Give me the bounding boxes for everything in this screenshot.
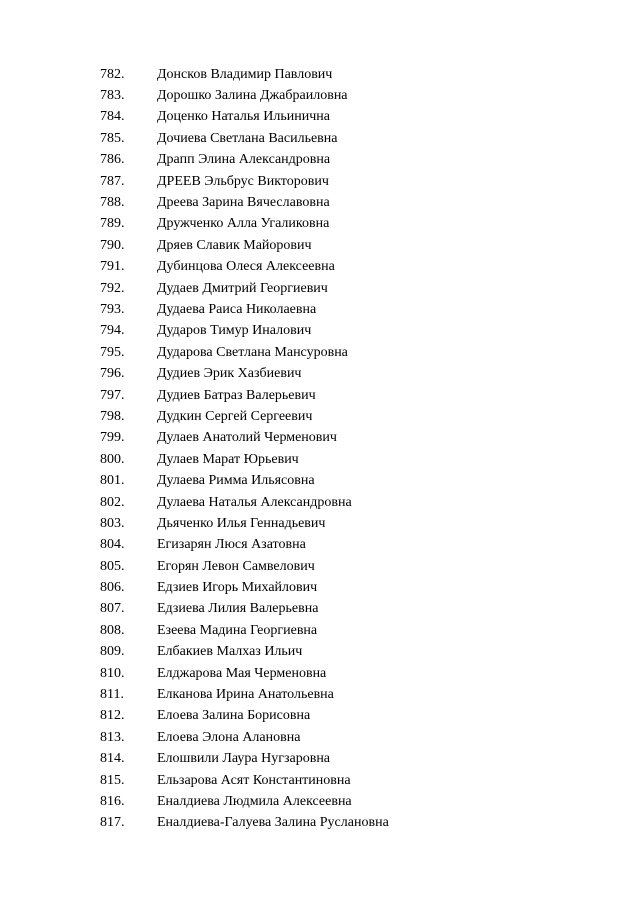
person-name: Дудаева Раиса Николаевна (157, 301, 317, 317)
person-name: Донсков Владимир Павлович (157, 66, 333, 82)
list-item (100, 299, 389, 320)
list-item (100, 257, 389, 278)
entry-number: 798. (100, 408, 125, 424)
person-name: Драпп Элина Александровна (157, 152, 331, 168)
list-item (100, 620, 389, 641)
list-item (100, 85, 389, 106)
entry-number: 785. (100, 130, 125, 146)
list-item (100, 684, 389, 705)
person-name: Дударов Тимур Иналович (157, 323, 312, 339)
person-name: Дударова Светлана Мансуровна (157, 344, 348, 360)
list-item (100, 192, 389, 213)
person-name: Доценко Наталья Ильинична (157, 109, 330, 125)
entry-number: 784. (100, 109, 125, 125)
entry-number: 793. (100, 301, 125, 317)
entry-number: 811. (100, 687, 124, 703)
entry-number: 801. (100, 473, 125, 489)
entry-number: 806. (100, 580, 125, 596)
list-item (100, 171, 389, 192)
entry-number: 783. (100, 88, 125, 104)
person-name: Езеева Мадина Георгиевна (157, 622, 318, 638)
entry-number: 788. (100, 195, 125, 211)
list-item (100, 321, 389, 342)
list-item (100, 428, 389, 449)
entry-number: 796. (100, 366, 125, 382)
entry-number: 790. (100, 237, 125, 253)
entry-number: 805. (100, 558, 125, 574)
list-item (100, 535, 389, 556)
person-name: Едзиева Лилия Валерьевна (157, 601, 319, 617)
person-name: Дудкин Сергей Сергеевич (157, 408, 313, 424)
list-item (100, 706, 389, 727)
list-item (100, 577, 389, 598)
entry-number: 792. (100, 280, 125, 296)
entry-number: 810. (100, 665, 125, 681)
list-item (100, 107, 389, 128)
entry-number: 800. (100, 451, 125, 467)
person-name: Ельзарова Асят Константиновна (157, 772, 351, 788)
person-name: Елоева Элона Алановна (157, 729, 301, 745)
entry-number: 789. (100, 216, 125, 232)
person-name: Дулаев Анатолий Черменович (157, 430, 337, 446)
list-item (100, 128, 389, 149)
person-name: Дудиев Эрик Хазбиевич (157, 366, 302, 382)
list-item (100, 406, 389, 427)
person-name: Дулаев Марат Юрьевич (157, 451, 299, 467)
entry-number: 797. (100, 387, 125, 403)
list-item (100, 385, 389, 406)
name-list (100, 64, 389, 834)
person-name: Дреева Зарина Вячеславовна (157, 195, 330, 211)
entry-number: 794. (100, 323, 125, 339)
entry-number: 816. (100, 793, 125, 809)
person-name: ДРЕЕВ Эльбрус Викторович (157, 173, 329, 189)
person-name: Дряев Славик Майорович (157, 237, 312, 253)
person-name: Дьяченко Илья Геннадьевич (157, 515, 326, 531)
person-name: Дулаева Наталья Александровна (157, 494, 352, 510)
entry-number: 787. (100, 173, 125, 189)
entry-number: 815. (100, 772, 125, 788)
entry-number: 799. (100, 430, 125, 446)
person-name: Дочиева Светлана Васильевна (157, 130, 338, 146)
entry-number: 786. (100, 152, 125, 168)
entry-number: 812. (100, 708, 125, 724)
entry-number: 802. (100, 494, 125, 510)
person-name: Дудаев Дмитрий Георгиевич (157, 280, 328, 296)
list-item (100, 556, 389, 577)
person-name: Елошвили Лаура Нугзаровна (157, 751, 331, 767)
person-name: Егорян Левон Самвелович (157, 558, 315, 574)
list-item (100, 278, 389, 299)
entry-number: 807. (100, 601, 125, 617)
list-item (100, 599, 389, 620)
list-item (100, 492, 389, 513)
list-item (100, 663, 389, 684)
person-name: Елбакиев Малхаз Ильич (157, 644, 303, 660)
list-item (100, 342, 389, 363)
person-name: Егизарян Люся Азатовна (157, 537, 306, 553)
list-item (100, 749, 389, 770)
entry-number: 817. (100, 815, 125, 831)
list-item (100, 513, 389, 534)
entry-number: 813. (100, 729, 125, 745)
list-item (100, 363, 389, 384)
person-name: Еналдиева Людмила Алексеевна (157, 793, 352, 809)
list-item (100, 791, 389, 812)
entry-number: 791. (100, 259, 125, 275)
list-item (100, 470, 389, 491)
entry-number: 814. (100, 751, 125, 767)
entry-number: 809. (100, 644, 125, 660)
entry-number: 795. (100, 344, 125, 360)
person-name: Дорошко Залина Джабраиловна (157, 88, 348, 104)
list-item (100, 727, 389, 748)
person-name: Едзиев Игорь Михайлович (157, 580, 318, 596)
person-name: Дулаева Римма Ильясовна (157, 473, 315, 489)
person-name: Дружченко Алла Угаликовна (157, 216, 330, 232)
list-item (100, 214, 389, 235)
person-name: Дудиев Батраз Валерьевич (157, 387, 316, 403)
entry-number: 808. (100, 622, 125, 638)
person-name: Дубинцова Олеся Алексеевна (157, 259, 335, 275)
person-name: Елканова Ирина Анатольевна (157, 687, 334, 703)
entry-number: 782. (100, 66, 125, 82)
list-item (100, 150, 389, 171)
list-item (100, 235, 389, 256)
list-item (100, 64, 389, 85)
person-name: Еналдиева-Галуева Залина Руслановна (157, 815, 389, 831)
list-item (100, 770, 389, 791)
entry-number: 804. (100, 537, 125, 553)
list-item (100, 642, 389, 663)
list-item (100, 813, 389, 834)
entry-number: 803. (100, 515, 125, 531)
list-item (100, 449, 389, 470)
person-name: Елоева Залина Борисовна (157, 708, 311, 724)
person-name: Елджарова Мая Черменовна (157, 665, 327, 681)
